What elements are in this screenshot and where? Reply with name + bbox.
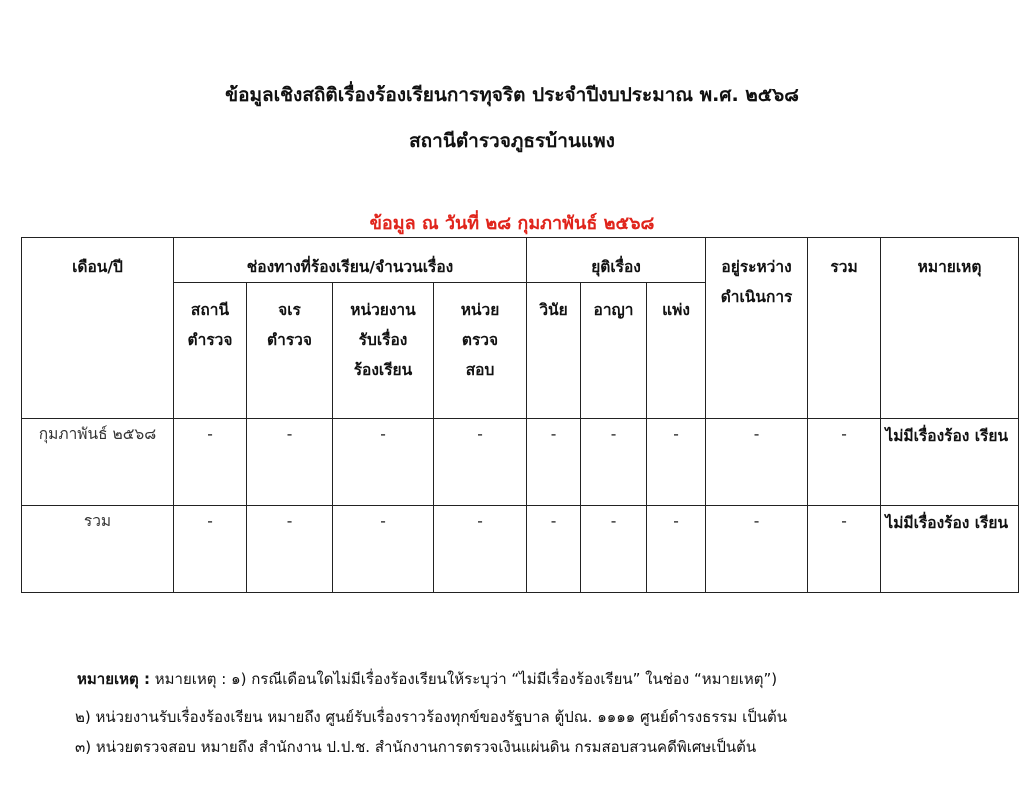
complaint-stats-table: [21, 237, 1019, 593]
header-channel-station: [174, 283, 247, 419]
cell-value: -: [647, 506, 706, 593]
cell-value: -: [527, 419, 581, 506]
cell-value: -: [808, 419, 881, 506]
cell-value: -: [706, 506, 808, 593]
note-line-2: ๒) หน่วยงานรับเรื่องร้องเรียน หมายถึง ศูนย์รับเรื่องราวร้องทุกข์ของรัฐบาล ตู้ปณ. ๑๑๑๑ ศูนย์ดำรงธรรม เป็นต้น: [75, 708, 788, 726]
row-remark: ไม่มีเรื่องร้อง เรียน: [881, 506, 1019, 593]
header-channel-station-text: สถานี ตำรวจ: [187, 301, 233, 349]
cell-value: -: [706, 419, 808, 506]
header-channel-audit-text: หน่วย ตรวจ สอบ: [460, 301, 500, 379]
header-terminated-group: ยุติเรื่อง: [527, 238, 706, 283]
header-in-progress: [706, 238, 808, 419]
header-remark: หมายเหตุ: [881, 238, 1019, 419]
cell-value: -: [647, 419, 706, 506]
header-terminated-discipline: วินัย: [527, 283, 581, 419]
table-row-total: [22, 506, 1019, 593]
header-total: รวม: [808, 238, 881, 419]
header-channel-agency: [333, 283, 434, 419]
row-month: กุมภาพันธ์ ๒๕๖๘: [22, 419, 174, 506]
header-terminated-civil: แพ่ง: [647, 283, 706, 419]
cell-value: -: [581, 506, 647, 593]
cell-value: -: [333, 506, 434, 593]
header-channel-inspector-text: จเร ตำรวจ: [267, 301, 312, 349]
cell-value: -: [581, 419, 647, 506]
station-name: สถานีตำรวจภูธรบ้านแพง: [409, 130, 615, 152]
cell-value: -: [434, 506, 527, 593]
cell-value: -: [527, 506, 581, 593]
row-remark: ไม่มีเรื่องร้อง เรียน: [881, 419, 1019, 506]
note-line-1: [77, 664, 1007, 694]
table-row: [22, 419, 1019, 506]
cell-value: -: [174, 419, 247, 506]
notes-section: [77, 664, 1007, 762]
header-row-main: [22, 238, 1019, 283]
note-line-1-text: หมายเหตุ : ๑) กรณีเดือนใดไม่มีเรื่องร้องเรียนให้ระบุว่า “ไม่มีเรื่องร้องเรียน” ในช่อง “หมายเหตุ”): [154, 670, 778, 688]
header-channels-group: ช่องทางที่ร้องเรียน/จำนวนเรื่อง: [174, 238, 527, 283]
cell-value: -: [247, 419, 333, 506]
cell-value: -: [808, 506, 881, 593]
header-channel-agency-text: หน่วยงาน รับเรื่อง ร้องเรียน: [350, 301, 416, 379]
cell-value: -: [434, 419, 527, 506]
header-channel-audit: [434, 283, 527, 419]
header-in-progress-text: อยู่ระหว่าง ดำเนินการ: [720, 258, 793, 306]
row-month: รวม: [22, 506, 174, 593]
cell-value: -: [333, 419, 434, 506]
header-terminated-criminal: อาญา: [581, 283, 647, 419]
note-line-3: ๓) หน่วยตรวจสอบ หมายถึง สำนักงาน ป.ป.ช. สำนักงานการตรวจเงินแผ่นดิน กรมสอบสวนคดีพิเศษเป็นต้น: [75, 738, 757, 756]
header-month-year: เดือน/ปี: [22, 238, 174, 419]
notes-label: หมายเหตุ :: [77, 670, 150, 688]
as-of-date: ข้อมูล ณ วันที่ ๒๘ กุมภาพันธ์ ๒๕๖๘: [369, 213, 655, 234]
cell-value: -: [247, 506, 333, 593]
header-channel-inspector: [247, 283, 333, 419]
cell-value: -: [174, 506, 247, 593]
report-title: ข้อมูลเชิงสถิติเรื่องร้องเรียนการทุจริต ประจำปีงบประมาณ พ.ศ. ๒๕๖๘: [225, 84, 799, 106]
